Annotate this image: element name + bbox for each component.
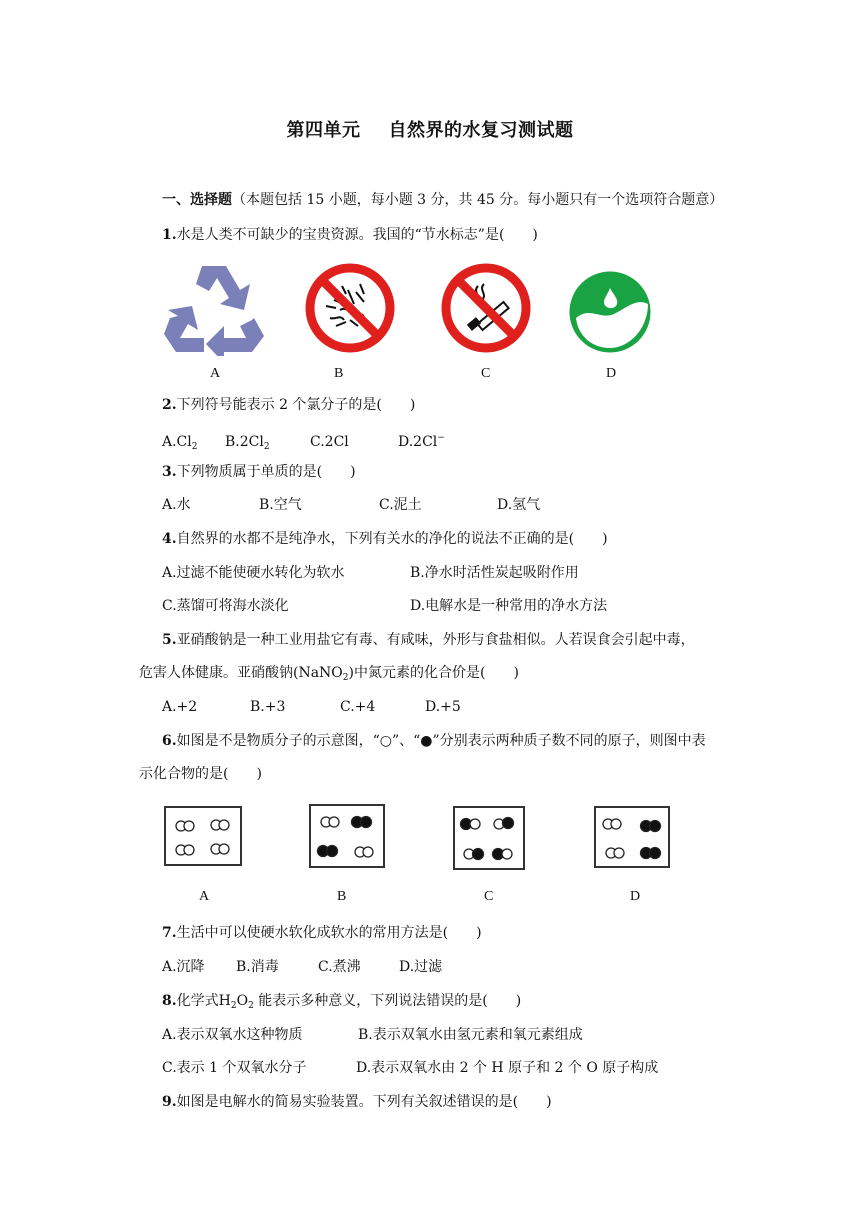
question-7: 7.生活中可以使硬水软化成软水的常用方法是( ) bbox=[162, 925, 482, 941]
q7-option-a: A.沉降 bbox=[162, 959, 205, 975]
q1-caption-d: D bbox=[606, 366, 617, 381]
q5-option-c: C.+4 bbox=[340, 699, 376, 715]
q7-option-b: B.消毒 bbox=[236, 959, 279, 975]
question-2-options bbox=[162, 428, 445, 457]
q4-option-b: B.净水时活性炭起吸附作用 bbox=[410, 565, 579, 581]
q3-option-d: D.氢气 bbox=[497, 497, 541, 513]
q7-option-c: C.煮沸 bbox=[318, 959, 361, 975]
q7-option-d: D.过滤 bbox=[399, 959, 443, 975]
q1-caption-a: A bbox=[210, 366, 221, 381]
page-title: 第四单元 自然界的水复习测试题 bbox=[286, 120, 574, 141]
molecule-diagram-b bbox=[309, 804, 385, 868]
q5-option-b: B.+3 bbox=[250, 699, 286, 715]
question-1: 1.水是人类不可缺少的宝贵资源。我国的“节水标志”是( ) bbox=[162, 227, 538, 243]
question-8-options-row2 bbox=[162, 1058, 658, 1078]
question-3-options bbox=[162, 495, 540, 515]
question-8: 8.化学式$H_2O_2$ 能表示多种意义，下列说法错误的是( ) bbox=[162, 993, 522, 1011]
q6-caption-d: D bbox=[630, 889, 641, 904]
q5-option-a: A.+2 bbox=[162, 699, 198, 715]
question-5-options bbox=[162, 697, 461, 717]
q4-option-c: C.蒸馏可将海水淡化 bbox=[162, 598, 289, 614]
q2-option-b: $B.2Cl_2$ bbox=[225, 434, 270, 452]
q8-option-d: D.表示双氧水由 2 个 H 原子和 2 个 O 原子构成 bbox=[356, 1060, 659, 1076]
q1-caption-c: C bbox=[481, 366, 491, 381]
question-2: 2.下列符号能表示 2 个氯分子的是( ) bbox=[162, 397, 416, 413]
recycle-icon bbox=[162, 260, 266, 356]
q8-option-a: A.表示双氧水这种物质 bbox=[162, 1027, 303, 1043]
question-8-options-row1 bbox=[162, 1025, 583, 1045]
question-7-options bbox=[162, 957, 442, 977]
no-littering-icon bbox=[300, 262, 400, 354]
question-5: 5.亚硝酸钠是一种工业用盐它有毒、有咸味，外形与食盐相似。人若误食会引起中毒， bbox=[162, 632, 695, 648]
q5-option-d: D.+5 bbox=[425, 699, 461, 715]
q3-option-a: A.水 bbox=[162, 497, 191, 513]
question-4-options-row1 bbox=[162, 563, 579, 583]
question-5-line2: 危害人体健康。亚硝酸钠(NaNO$_2$)中氮元素的化合价是( ) bbox=[139, 665, 519, 683]
question-3: 3.下列物质属于单质的是( ) bbox=[162, 464, 356, 480]
q2-option-d: D.2Cl− bbox=[398, 433, 445, 450]
q3-option-b: B.空气 bbox=[259, 497, 302, 513]
question-6-line2: 示化合物的是( ) bbox=[139, 766, 262, 782]
question-4-options-row2 bbox=[162, 596, 607, 616]
q6-caption-a: A bbox=[199, 889, 210, 904]
q8-option-c: C.表示 1 个双氧水分子 bbox=[162, 1060, 307, 1076]
q4-option-a: A.过滤不能使硬水转化为软水 bbox=[162, 565, 345, 581]
q2-option-c: C.2Cl bbox=[310, 434, 349, 450]
section-header: 一、选择题（本题包括 15 小题，每小题 3 分，共 45 分。每小题只有一个选项符合题意） bbox=[162, 192, 724, 208]
q8-option-b: B.表示双氧水由氢元素和氧元素组成 bbox=[358, 1027, 583, 1043]
q2-option-a: $A.Cl_2$ bbox=[162, 434, 198, 452]
molecule-diagram-d bbox=[594, 806, 670, 868]
molecule-diagram-a bbox=[164, 806, 242, 866]
question-9: 9.如图是电解水的简易实验装置。下列有关叙述错误的是( ) bbox=[162, 1094, 552, 1110]
q1-caption-b: B bbox=[334, 366, 344, 381]
question-4: 4.自然界的水都不是纯净水，下列有关水的净化的说法不正确的是( ) bbox=[162, 531, 608, 547]
q6-caption-c: C bbox=[484, 889, 494, 904]
q6-caption-b: B bbox=[337, 889, 347, 904]
no-smoking-icon bbox=[438, 262, 534, 354]
water-saving-icon bbox=[566, 268, 654, 356]
molecule-diagram-c bbox=[453, 806, 525, 870]
q4-option-d: D.电解水是一种常用的净水方法 bbox=[410, 598, 608, 614]
q3-option-c: C.泥土 bbox=[379, 497, 422, 513]
question-6: 6.如图是不是物质分子的示意图，“○”、“●”分别表示两种质子数不同的原子，则图中表 bbox=[162, 733, 706, 749]
